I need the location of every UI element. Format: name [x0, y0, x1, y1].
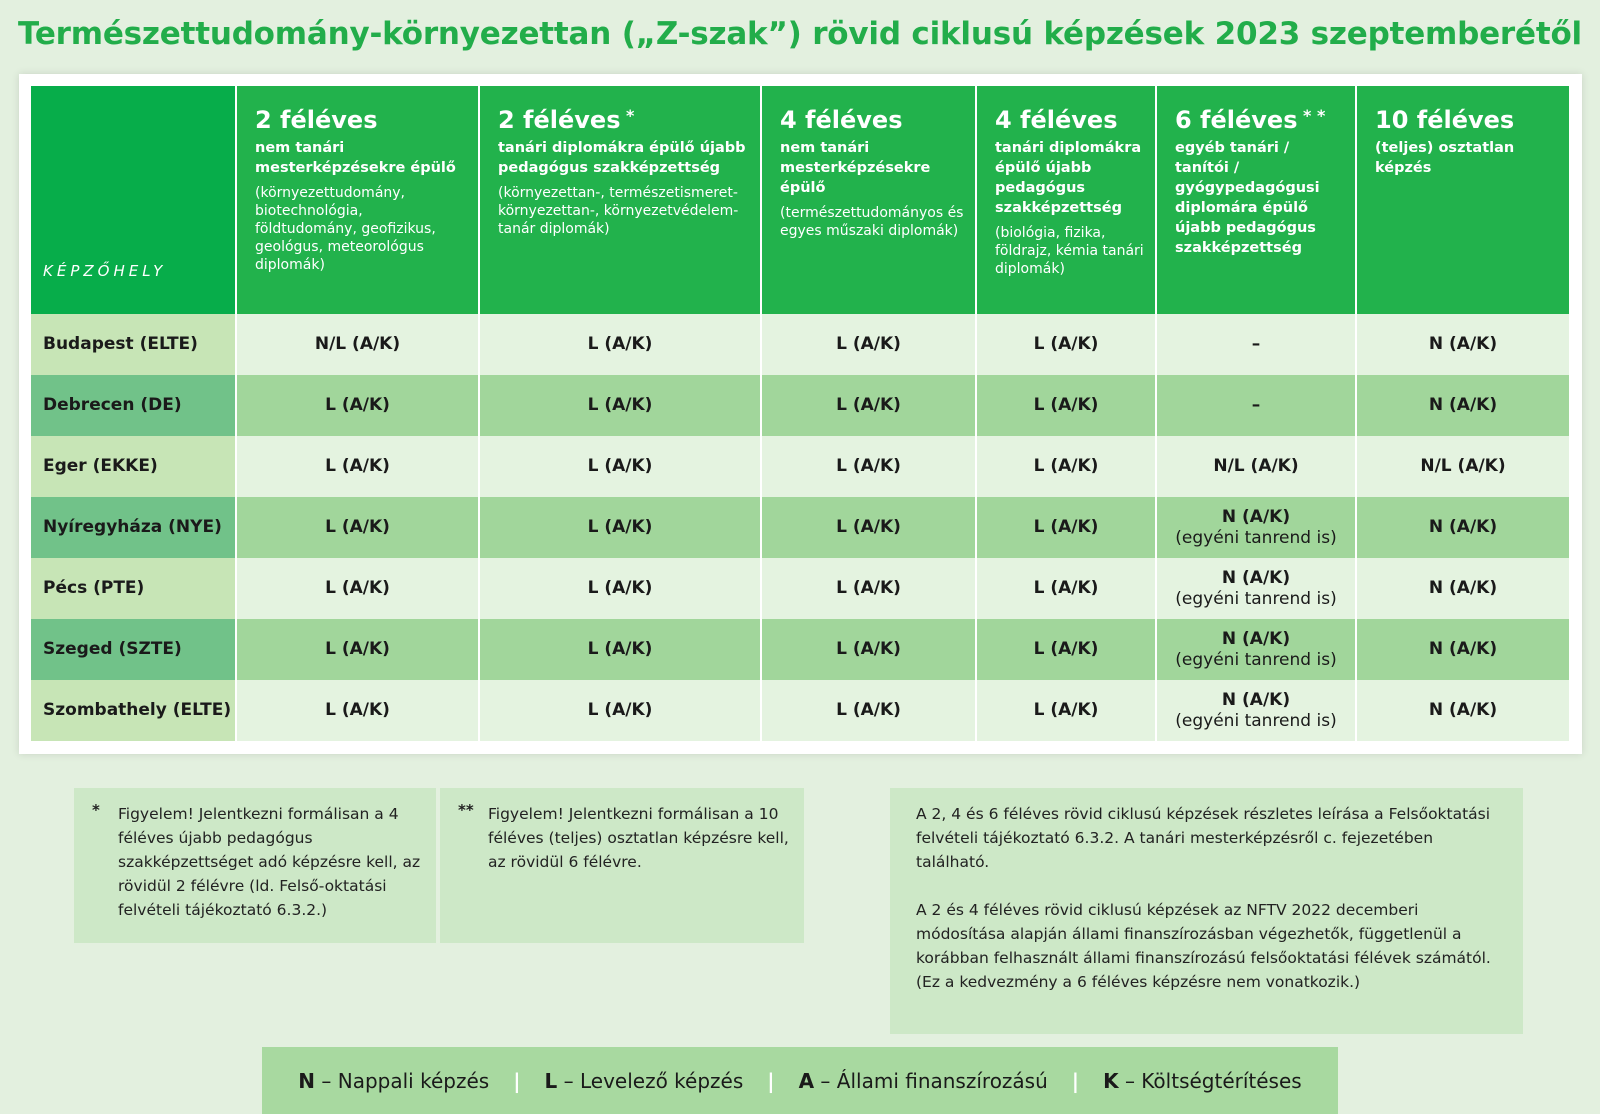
cell-value: L (A/K) [1033, 639, 1099, 659]
cell-value: N (A/K) [1428, 395, 1498, 415]
column-description: nem tanári mesterképzésekre épülő [255, 140, 456, 176]
table-cell [976, 619, 1156, 680]
cell-value: L (A/K) [325, 578, 390, 598]
column-description: nem tanári mesterképzésekre épülő [780, 140, 931, 196]
legend-label: – Költségtérítéses [1124, 1068, 1302, 1093]
cell-value: L (A/K) [836, 334, 901, 354]
table-cell [761, 375, 976, 436]
table-cell [761, 619, 976, 680]
legend-separator: | [767, 1068, 775, 1093]
corner-label: KÉPZŐHELY [43, 262, 167, 280]
table-cell [236, 497, 479, 558]
cell-value: L (A/K) [325, 517, 390, 537]
table-cell [1356, 314, 1570, 375]
institution-name: Eger (EKKE) [31, 436, 236, 497]
table-row [31, 497, 1570, 558]
footnote-text: Figyelem! Jelentkezni formálisan a 10 féléves (teljes) osztatlan képzésre kell, az rövidül 6 félévre. [488, 805, 789, 871]
legend-label: – Nappali képzés [321, 1068, 490, 1093]
cell-subnote: (egyéni tanrend is) [1175, 710, 1337, 731]
column-title-line [1175, 106, 1345, 134]
legend-separator: | [1071, 1068, 1080, 1093]
footnote-text: Figyelem! Jelentkezni formálisan a 4 féléves újabb pedagógus szakképzettséget adó képzésre kell, az rövidül 2 félévre (ld. Felső-oktatási felvételi tájékoztató 6.3.2.) [118, 805, 421, 919]
table-cell [761, 497, 976, 558]
cell-value: L (A/K) [1033, 456, 1099, 476]
column-diplomas: (biológia, fizika, földrajz, kémia tanári diplomák) [995, 225, 1144, 277]
footnote-star: * [620, 106, 635, 125]
cell-value: N (A/K) [1221, 628, 1291, 649]
column-duration: 10 féléves [1375, 106, 1515, 134]
column-duration: 6 féléves [1175, 106, 1298, 134]
page-title: Természettudomány-környezettan („Z-szak”) rövid ciklusú képzések 2023 szeptemberétől [18, 16, 1582, 52]
cell-value: L (A/K) [1033, 334, 1099, 354]
cell-value: N (A/K) [1428, 700, 1498, 720]
column-diplomas: (környezettan-, természetismeret-környezettan-, környezetvédelem-tanár diplomák) [498, 185, 739, 237]
legend-key: N [298, 1068, 316, 1093]
table-cell [1156, 314, 1356, 375]
cell-value: N (A/K) [1428, 578, 1498, 598]
table-row [31, 436, 1570, 497]
column-description: tanári diplomákra épülő újabb pedagógus szakképzettség [995, 140, 1142, 216]
table-cell [479, 375, 761, 436]
footnote-double-star [440, 788, 804, 943]
cell-value: L (A/K) [587, 395, 653, 415]
table-cell [761, 436, 976, 497]
table-cell [761, 558, 976, 619]
training-table-card [19, 74, 1582, 754]
table-cell [236, 436, 479, 497]
training-table [31, 86, 1571, 741]
cell-value: L (A/K) [325, 639, 390, 659]
column-duration: 4 féléves [780, 106, 903, 134]
cell-value: L (A/K) [587, 639, 653, 659]
info-paragraph [916, 898, 1507, 994]
institution-name: Budapest (ELTE) [31, 314, 236, 375]
cell-value: L (A/K) [836, 395, 901, 415]
cell-value: L (A/K) [587, 578, 653, 598]
cell-value: N (A/K) [1221, 567, 1291, 588]
table-cell [479, 680, 761, 741]
table-cell [479, 619, 761, 680]
cell-value: N (A/K) [1221, 506, 1291, 527]
column-header [976, 86, 1156, 314]
table-body [31, 314, 1570, 741]
table-cell [1156, 558, 1356, 619]
cell-value: L (A/K) [325, 456, 390, 476]
table-cell [1356, 375, 1570, 436]
table-cell [976, 680, 1156, 741]
column-header [761, 86, 976, 314]
legend-separator: | [513, 1068, 521, 1093]
legend-label: – Állami finanszírozású [820, 1068, 1048, 1093]
table-cell [976, 436, 1156, 497]
column-duration: 4 féléves [995, 106, 1118, 134]
footnote-mark: ** [458, 801, 474, 819]
institution-name: Szombathely (ELTE) [31, 680, 236, 741]
cell-value: L (A/K) [1033, 700, 1099, 720]
table-cell [976, 375, 1156, 436]
table-cell [1356, 680, 1570, 741]
cell-value: N (A/K) [1221, 689, 1291, 710]
table-cell [976, 314, 1156, 375]
legend-key: A [798, 1068, 815, 1093]
cell-value: L (A/K) [325, 395, 390, 415]
footnote-mark: * [92, 801, 100, 819]
cell-value: L (A/K) [587, 700, 653, 720]
table-header-row [31, 86, 1570, 314]
table-cell [1356, 558, 1570, 619]
cell-value: – [1251, 334, 1261, 354]
table-cell [1156, 680, 1356, 741]
institution-name: Szeged (SZTE) [31, 619, 236, 680]
cell-value: L (A/K) [836, 639, 901, 659]
legend-item [1103, 1069, 1302, 1093]
table-cell [236, 619, 479, 680]
table-cell [479, 436, 761, 497]
table-cell [236, 314, 479, 375]
info-paragraph: A 2, 4 és 6 féléves rövid ciklusú képzések részletes leírása a Felsőoktatási felvételi tájékoztató 6.3.2. A tanári mesterképzésről c. fejezetében található. [916, 805, 1491, 871]
table-cell [479, 558, 761, 619]
table-cell [1356, 497, 1570, 558]
table-cell [236, 680, 479, 741]
column-description: egyéb tanári / tanítói / gyógypedagógusi diplomára épülő újabb pedagógus szakképzettség [1175, 140, 1320, 256]
legend-item [799, 1069, 1048, 1093]
info-paragraph-text: (Ez a kedvezmény a 6 féléves képzésre nem vonatkozik.) [916, 973, 1361, 991]
cell-value: N/L (A/K) [1420, 456, 1506, 476]
cell-value: N (A/K) [1428, 517, 1498, 537]
info-paragraph-text: A 2 és 4 féléves rövid ciklusú képzések az NFTV 2022 decemberi módosítása alapján állami finanszírozásban végezhetők, függetlenül a korábban felhasznált állami finanszírozású felsőoktatási félévek számától. [916, 901, 1491, 967]
cell-value: L (A/K) [1033, 578, 1099, 598]
column-header [479, 86, 761, 314]
table-cell [1356, 619, 1570, 680]
table-cell [976, 497, 1156, 558]
legend-key: L [544, 1068, 558, 1093]
institution-name: Pécs (PTE) [31, 558, 236, 619]
cell-value: L (A/K) [836, 517, 901, 537]
table-row [31, 314, 1570, 375]
cell-value: L (A/K) [587, 334, 653, 354]
table-cell [1156, 619, 1356, 680]
table-row [31, 619, 1570, 680]
table-cell [1156, 497, 1356, 558]
table-cell [761, 314, 976, 375]
column-duration: 2 féléves [498, 106, 621, 134]
cell-value: L (A/K) [325, 700, 390, 720]
table-cell [1156, 375, 1356, 436]
cell-value: L (A/K) [1033, 517, 1099, 537]
column-description: (teljes) osztatlan képzés [1375, 140, 1515, 176]
table-cell [1156, 436, 1356, 497]
legend-bar [262, 1047, 1338, 1114]
table-cell [761, 680, 976, 741]
cell-subnote: (egyéni tanrend is) [1175, 649, 1337, 670]
legend-item [545, 1069, 744, 1093]
institution-name: Nyíregyháza (NYE) [31, 497, 236, 558]
column-header [1156, 86, 1356, 314]
cell-value: L (A/K) [836, 578, 901, 598]
cell-value: – [1251, 395, 1261, 415]
cell-value: L (A/K) [836, 456, 901, 476]
table-cell [1356, 436, 1570, 497]
table-cell [479, 497, 761, 558]
cell-value: N (A/K) [1428, 334, 1498, 354]
column-description: tanári diplomákra épülő újabb pedagógus szakképzettség [498, 140, 746, 176]
legend-key: K [1103, 1068, 1119, 1093]
footnote-star: * * [1297, 106, 1326, 125]
institution-name: Debrecen (DE) [31, 375, 236, 436]
cell-subnote: (egyéni tanrend is) [1175, 588, 1337, 609]
column-diplomas: (környezettudomány, biotechnológia, földtudomány, geofizikus, geológus, meteorológus diplomák) [255, 185, 436, 273]
cell-value: N (A/K) [1428, 639, 1498, 659]
table-cell [236, 558, 479, 619]
cell-value: N/L (A/K) [1213, 456, 1299, 476]
cell-subnote: (egyéni tanrend is) [1175, 527, 1337, 548]
cell-value: L (A/K) [587, 456, 653, 476]
cell-value: L (A/K) [1033, 395, 1099, 415]
table-cell [479, 314, 761, 375]
cell-value: L (A/K) [587, 517, 653, 537]
table-cell [236, 375, 479, 436]
legend-label: – Levelező képzés [563, 1068, 744, 1093]
corner-header [31, 86, 236, 314]
info-box [890, 788, 1523, 1034]
legend-item [298, 1069, 489, 1093]
table-row [31, 375, 1570, 436]
column-header [236, 86, 479, 314]
table-row [31, 558, 1570, 619]
column-diplomas: (természettudományos és egyes műszaki diplomák) [780, 205, 964, 239]
table-row [31, 680, 1570, 741]
column-title-line [498, 106, 750, 134]
table-cell [976, 558, 1156, 619]
cell-value: N/L (A/K) [314, 334, 401, 354]
footnote-single-star [74, 788, 436, 943]
cell-value: L (A/K) [836, 700, 901, 720]
column-header [1356, 86, 1570, 314]
column-duration: 2 féléves [255, 106, 378, 134]
